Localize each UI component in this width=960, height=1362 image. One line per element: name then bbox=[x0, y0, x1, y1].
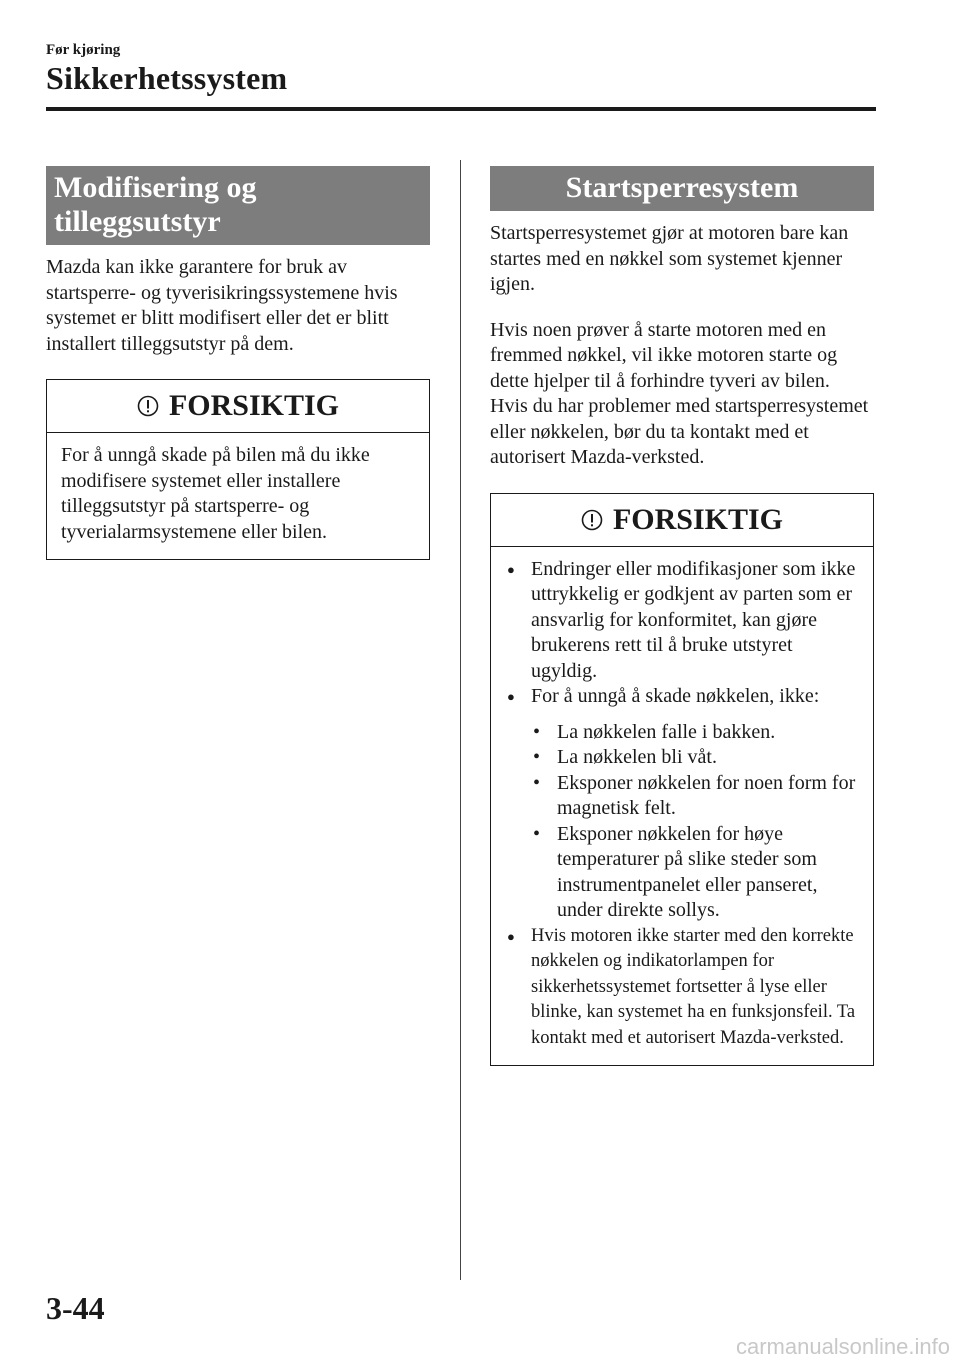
list-item: • Eksponer nøkkelen for noen form for magnetisk felt. bbox=[531, 771, 861, 822]
immobilizer-paragraph-1: Startsperresystemet gjør at motoren bare kan startes med en nøkkel som systemet kjenner igjen. bbox=[490, 222, 849, 295]
caution-box-immobilizer bbox=[490, 493, 874, 1067]
caution-title: FORSIKTIG bbox=[612, 502, 784, 536]
header-rule bbox=[46, 107, 876, 111]
caution-text: For å unngå skade på bilen må du ikke modifisere systemet eller installere tilleggsutstyr på startsperre- og tyverialarmsystemene eller bilen. bbox=[61, 444, 370, 543]
section-heading-immobilizer: Startsperresystem bbox=[490, 166, 874, 211]
watermark: carmanualsonline.info bbox=[735, 1334, 950, 1359]
caution-header bbox=[491, 494, 873, 547]
list-item bbox=[505, 557, 861, 685]
heading-line-1: Modifisering og bbox=[54, 171, 257, 204]
caution-header bbox=[47, 380, 429, 433]
left-column bbox=[46, 166, 430, 560]
page-number: 3-44 bbox=[46, 1290, 105, 1326]
warning-icon bbox=[137, 395, 159, 417]
list-item bbox=[505, 684, 861, 924]
caution-sub-list bbox=[531, 720, 861, 924]
list-item: • La nøkkelen falle i bakken. bbox=[531, 720, 861, 746]
column-divider bbox=[460, 160, 461, 1280]
modification-paragraph: Mazda kan ikke garantere for bruk av startsperre- og tyverisikringssystemene hvis systemet er blitt modifisert eller det er blitt installert tilleggsutstyr på dem. bbox=[46, 256, 398, 355]
heading-line-2: tilleggsutstyr bbox=[54, 205, 221, 238]
list-item: • La nøkkelen bli våt. bbox=[531, 745, 861, 771]
immobilizer-paragraph-2: Hvis noen prøver å starte motoren med en fremmed nøkkel, vil ikke motoren starte og dette hjelper til å forhindre tyveri av bilen. bbox=[490, 318, 838, 392]
page-title: Sikkerhetssystem bbox=[46, 60, 288, 96]
breadcrumb: Før kjøring bbox=[46, 42, 121, 58]
bullet-text: For å unngå å skade nøkkelen, ikke: bbox=[531, 685, 820, 707]
bullet-text: Hvis motoren ikke starter med den korrekte nøkkelen og indikatorlampen for sikkerhetssystemet fortsetter å lyse eller blinke, kan systemet ha en funksjonsfeil. Ta kontakt med et autorisert Mazda-verksted. bbox=[531, 925, 856, 1048]
list-item: • Eksponer nøkkelen for høye temperaturer på slike steder som instrumentpanelet eller panseret, under direkte sollys. bbox=[531, 822, 861, 924]
immobilizer-paragraph-3: Hvis du har problemer med startsperresystemet eller nøkkelen, bør du ta kontakt med et autorisert Mazda-verksted. bbox=[490, 395, 869, 468]
bullet-text: Endringer eller modifikasjoner som ikke uttrykkelig er godkjent av parten som er ansvarlig for konformitet, kan gjøre brukerens rett til å bruke utstyret ugyldig. bbox=[531, 557, 856, 682]
caution-title: FORSIKTIG bbox=[168, 389, 340, 422]
right-column bbox=[490, 166, 874, 1066]
caution-box-modification bbox=[46, 379, 430, 560]
caution-bullet-list bbox=[505, 557, 861, 1052]
caution-body bbox=[491, 547, 873, 1066]
section-heading-modification bbox=[46, 166, 430, 245]
list-item bbox=[505, 924, 861, 1052]
warning-icon bbox=[581, 509, 603, 531]
